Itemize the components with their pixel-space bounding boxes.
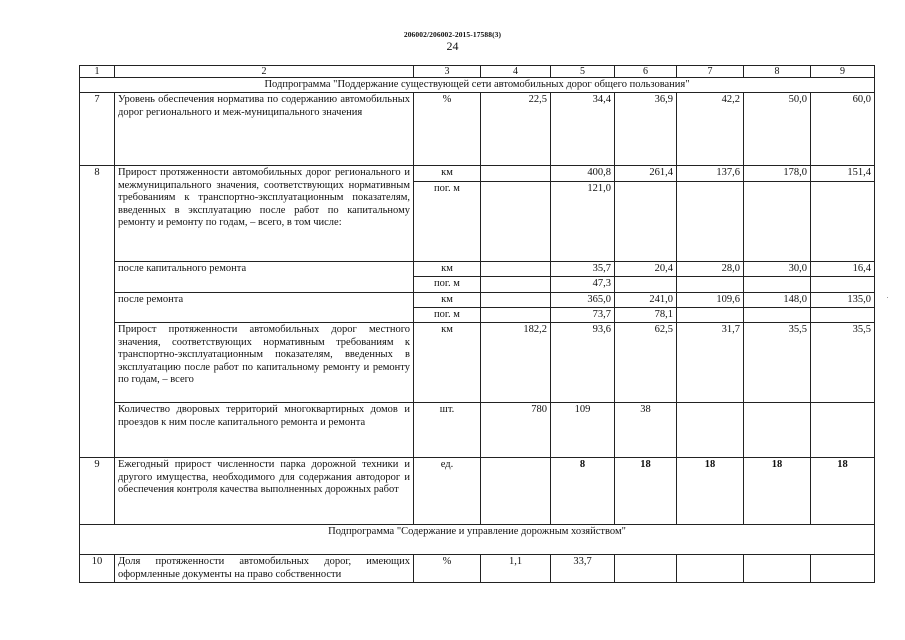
- column-number: 9: [811, 66, 875, 78]
- indicator-description: после капитального ремонта: [115, 261, 414, 292]
- value-cell: [811, 403, 875, 458]
- value-cell: 18: [677, 458, 744, 525]
- value-cell: 18: [744, 458, 811, 525]
- subprogram-heading: Подпрограмма "Содержание и управление дорожным хозяйством": [80, 525, 875, 555]
- column-number: 2: [115, 66, 414, 78]
- column-number: 7: [677, 66, 744, 78]
- unit: ед.: [414, 458, 481, 525]
- value-cell: [744, 181, 811, 261]
- value-cell: 35,7: [551, 261, 615, 276]
- table-row: [80, 166, 875, 181]
- value-cell: [481, 458, 551, 525]
- value-cell: [481, 277, 551, 292]
- value-cell: 365,0: [551, 292, 615, 307]
- value-cell: 36,9: [615, 93, 677, 166]
- value-cell: 16,4: [811, 261, 875, 276]
- value-cell: [677, 181, 744, 261]
- value-cell: [811, 277, 875, 292]
- value-cell: 50,0: [744, 93, 811, 166]
- indicator-description: Ежегодный прирост численности парка дорожной техники и другого имущества, необходимого для содержания автодорог и обеспечения контроля качества выполненных дорожных работ: [115, 458, 414, 525]
- value-cell: 182,2: [481, 323, 551, 403]
- value-cell: [481, 261, 551, 276]
- value-cell: 241,0: [615, 292, 677, 307]
- table-row: [80, 261, 875, 276]
- value-cell: 18: [811, 458, 875, 525]
- value-cell: [615, 555, 677, 583]
- value-cell: 34,4: [551, 93, 615, 166]
- indicator-description: Количество дворовых территорий многоквартирных домов и проездов к ним после капитального ремонта и ремонта: [115, 403, 414, 458]
- page-number: 24: [446, 39, 459, 53]
- value-cell: [744, 555, 811, 583]
- value-cell: 31,7: [677, 323, 744, 403]
- value-cell: 38: [615, 403, 677, 458]
- value-cell: [811, 308, 875, 323]
- row-number: 10: [80, 555, 115, 583]
- indicator-description: Прирост протяженности автомобильных дорог регионального и межмуниципального значения, соответствующих нормативным требованиям к транспортно-эксплуатационным показателям, введенных в эксплуатацию после работ по капитальному ремонту и ремонту по годам, – всего, в том числе:: [115, 166, 414, 261]
- value-cell: 148,0: [744, 292, 811, 307]
- value-cell: 135,0: [811, 292, 875, 307]
- table-row: [80, 555, 875, 583]
- value-cell: [481, 308, 551, 323]
- unit: км: [414, 323, 481, 403]
- value-cell: [615, 181, 677, 261]
- value-cell: 109,6: [677, 292, 744, 307]
- value-cell: [744, 308, 811, 323]
- unit: км: [414, 261, 481, 276]
- unit: км: [414, 166, 481, 181]
- unit: шт.: [414, 403, 481, 458]
- row-number: 7: [80, 93, 115, 166]
- subprogram-heading-row: [80, 525, 875, 555]
- value-cell: [744, 403, 811, 458]
- value-cell: 121,0: [551, 181, 615, 261]
- column-number: 3: [414, 66, 481, 78]
- value-cell: 42,2: [677, 93, 744, 166]
- value-cell: 18: [615, 458, 677, 525]
- table-row: [80, 292, 875, 307]
- value-cell: 47,3: [551, 277, 615, 292]
- indicators-table: [79, 65, 875, 583]
- value-cell: 261,4: [615, 166, 677, 181]
- subprogram-heading: Подпрограмма "Поддержание существующей сети автомобильных дорог общего пользования": [80, 78, 875, 93]
- value-cell: 22,5: [481, 93, 551, 166]
- value-cell: [744, 277, 811, 292]
- value-cell: 400,8: [551, 166, 615, 181]
- value-cell: 35,5: [744, 323, 811, 403]
- row-number: 9: [80, 458, 115, 525]
- value-cell: 62,5: [615, 323, 677, 403]
- value-cell: [811, 181, 875, 261]
- value-cell: 8: [551, 458, 615, 525]
- unit: %: [414, 555, 481, 583]
- value-cell: 151,4: [811, 166, 875, 181]
- table-row: [80, 323, 875, 403]
- table-row: [80, 93, 875, 166]
- value-cell: 1,1: [481, 555, 551, 583]
- value-cell: 178,0: [744, 166, 811, 181]
- column-number: 1: [80, 66, 115, 78]
- value-cell: [677, 403, 744, 458]
- value-cell: 33,7: [551, 555, 615, 583]
- value-cell: 60,0: [811, 93, 875, 166]
- value-cell: [811, 555, 875, 583]
- value-cell: [615, 277, 677, 292]
- indicator-description: Доля протяженности автомобильных дорог, имеющих оформленные документы на право собственности: [115, 555, 414, 583]
- value-cell: [677, 308, 744, 323]
- indicator-description: Уровень обеспечения норматива по содержанию автомобильных дорог регионального и меж-муниципального значения: [115, 93, 414, 166]
- value-cell: 93,6: [551, 323, 615, 403]
- unit: км: [414, 292, 481, 307]
- value-cell: 78,1: [615, 308, 677, 323]
- value-cell: [481, 166, 551, 181]
- value-cell: 780: [481, 403, 551, 458]
- indicator-description: после ремонта: [115, 292, 414, 323]
- value-cell: [481, 292, 551, 307]
- table-row: [80, 403, 875, 458]
- value-cell: 28,0: [677, 261, 744, 276]
- row-number: 8: [80, 166, 115, 458]
- value-cell: [677, 555, 744, 583]
- document-id: 206002/206002-2015-17588(3): [403, 30, 502, 39]
- value-cell: 30,0: [744, 261, 811, 276]
- column-number: 8: [744, 66, 811, 78]
- value-cell: [481, 181, 551, 261]
- unit: пог. м: [414, 277, 481, 292]
- unit: %: [414, 93, 481, 166]
- value-cell: 20,4: [615, 261, 677, 276]
- column-number: 6: [615, 66, 677, 78]
- value-cell: 137,6: [677, 166, 744, 181]
- scan-speck: [887, 297, 888, 298]
- column-number-row: [80, 66, 875, 78]
- unit: пог. м: [414, 308, 481, 323]
- indicator-description: Прирост протяженности автомобильных дорог местного значения, соответствующих нормативным требованиям к транспортно-эксплуатационным показателям, введенных в эксплуатацию после работ по капитальному ремонту и ремонту по годам, – всего: [115, 323, 414, 403]
- column-number: 5: [551, 66, 615, 78]
- subprogram-heading-row: [80, 78, 875, 93]
- value-cell: 109: [551, 403, 615, 458]
- column-number: 4: [481, 66, 551, 78]
- value-cell: [677, 277, 744, 292]
- unit: пог. м: [414, 181, 481, 261]
- value-cell: 73,7: [551, 308, 615, 323]
- value-cell: 35,5: [811, 323, 875, 403]
- table-row: [80, 458, 875, 525]
